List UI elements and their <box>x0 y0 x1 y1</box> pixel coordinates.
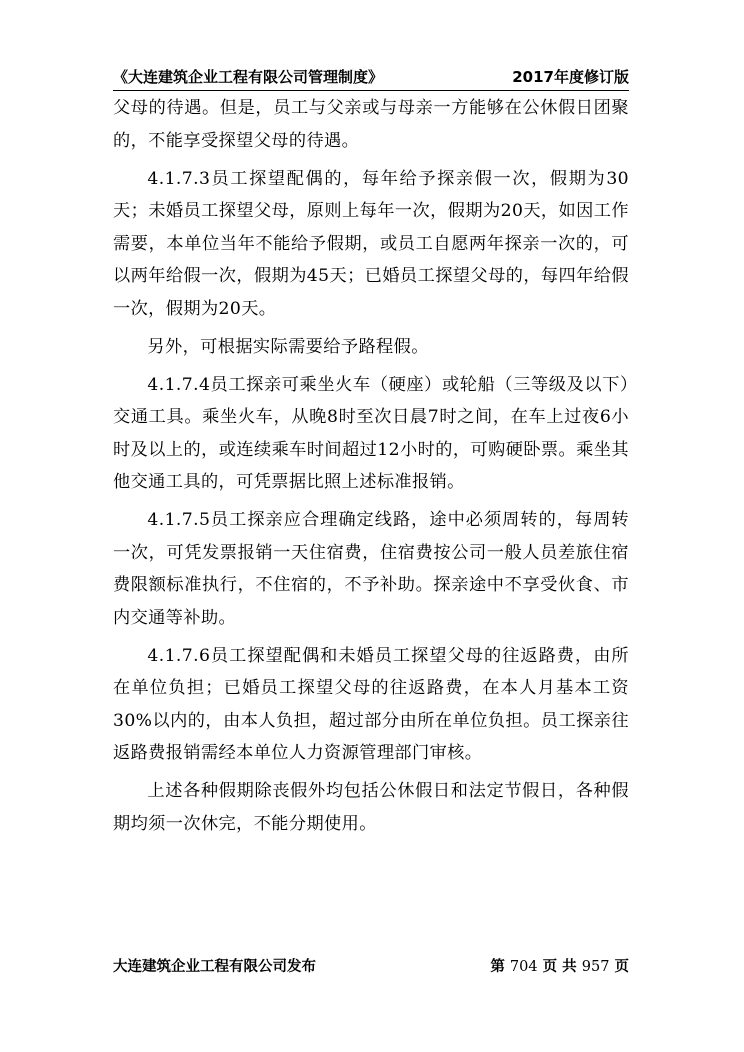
page-header <box>113 66 629 90</box>
paragraph: 上述各种假期除丧假外均包括公休假日和法定节假日，各种假期均须一次休完，不能分期使用。 <box>113 781 629 834</box>
total-pages: 957 <box>581 959 610 975</box>
page-prefix: 第 <box>490 959 505 975</box>
paragraph: 4.1.7.6员工探望配偶和未婚员工探望父母的往返路费，由所在单位负担；已婚员工探望父母的往返路费，在本人月基本工资30%以内的，由本人负担，超过部分由所在单位负担。员工探亲往返路费报销需经本单位人力资源管理部门审核。 <box>113 645 629 763</box>
paragraph: 另外，可根据实际需要给予路程假。 <box>147 336 429 357</box>
paragraph: 4.1.7.3员工探望配偶的，每年给予探亲假一次，假期为30天；未婚员工探望父母，原则上每年一次，假期为20天，如因工作需要，本单位当年不能给予假期，或员工自愿两年探亲一次的，可以两年给假一次，假期为45天；已婚员工探望父母的，每四年给假一次，假期为20天。 <box>113 168 629 319</box>
header-title: 《大连建筑企业工程有限公司管理制度》 <box>113 68 384 86</box>
paragraph: 父母的待遇。但是，员工与父亲或与母亲一方能够在公休假日团聚的，不能享受探望父母的待遇。 <box>113 98 629 151</box>
paragraph: 4.1.7.4员工探亲可乘坐火车（硬座）或轮船（三等级及以下）交通工具。乘坐火车，从晚8时至次日晨7时之间，在车上过夜6小时及以上的，或连续乘车时间超过12小时的，可购硬卧票。乘坐其他交通工具的，可凭票据比照上述标准报销。 <box>113 374 629 492</box>
footer-publisher: 大连建筑企业工程有限公司发布 <box>113 959 316 975</box>
page-number <box>490 956 629 978</box>
current-page: 704 <box>509 959 538 975</box>
header-divider <box>113 90 629 91</box>
page-mid: 页 共 <box>542 959 577 975</box>
page-footer <box>113 956 629 980</box>
page-suffix: 页 <box>614 959 629 975</box>
header-edition: 2017年度修订版 <box>512 68 629 86</box>
document-body <box>113 92 629 846</box>
paragraph: 4.1.7.5员工探亲应合理确定线路，途中必须周转的，每周转一次，可凭发票报销一天住宿费，住宿费按公司一般人员差旅住宿费限额标准执行，不住宿的，不予补助。探亲途中不享受伙食、市内交通等补助。 <box>113 510 629 628</box>
